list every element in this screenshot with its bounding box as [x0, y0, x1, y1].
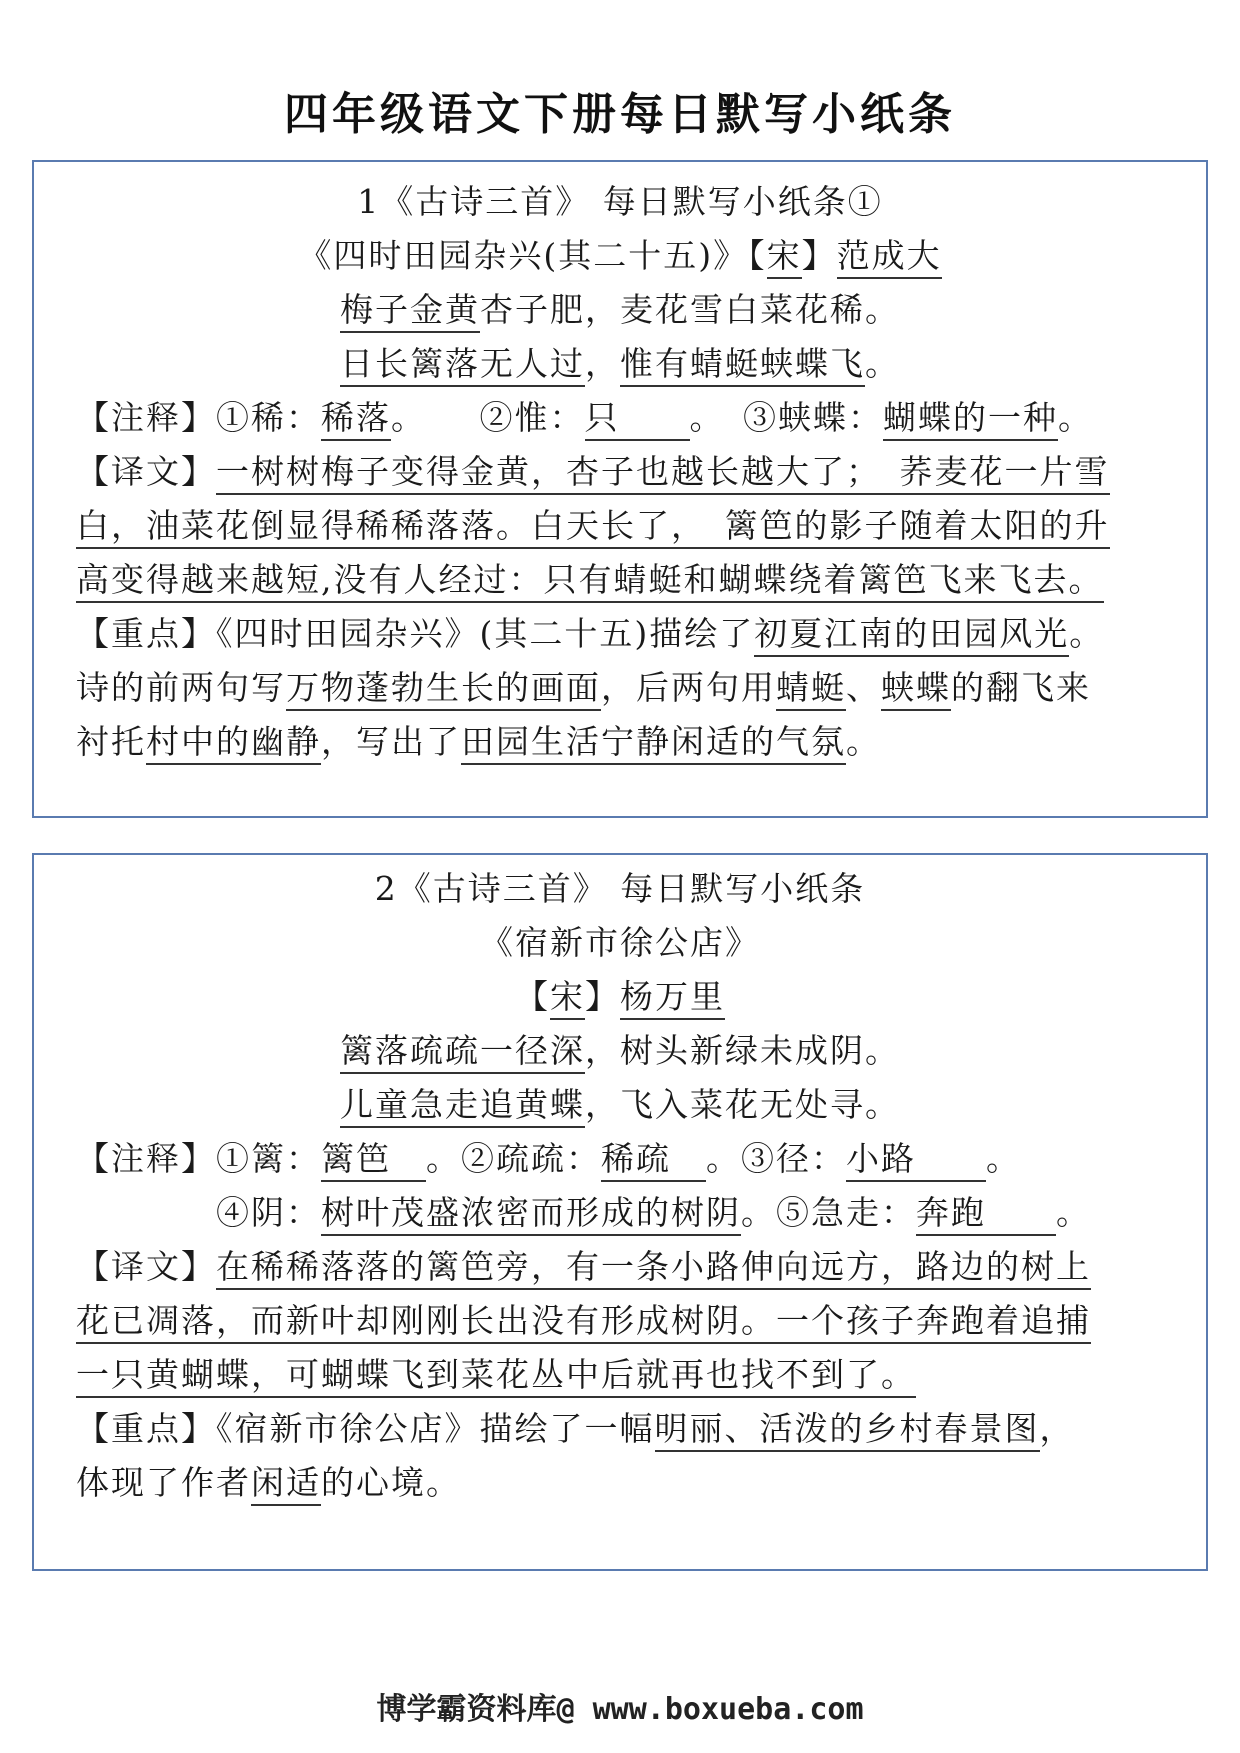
fill-answer: 田园生活宁静闲适的气氛 — [461, 722, 846, 765]
author-line — [76, 969, 1164, 1025]
keypoint-text: 诗的前两句写 — [76, 668, 286, 707]
poem-text: ，树头新绿未成阴。 — [585, 1031, 900, 1070]
card-heading: 2《古诗三首》 每日默写小纸条 — [374, 869, 866, 908]
keypoint-text: 的心境。 — [321, 1463, 461, 1502]
footer-watermark: 博学霸资料库@ www.boxueba.com — [376, 1692, 864, 1727]
poem-text: ， — [585, 344, 620, 383]
annotation-label: 【注释】①稀： — [76, 398, 321, 437]
keypoint-line-3 — [76, 714, 1164, 770]
annotation-text: 。③径： — [706, 1139, 846, 1178]
fill-answer: 初夏江南的田园风光 — [754, 614, 1069, 657]
translation-label: 【译文】 — [76, 452, 216, 491]
annotation-text: 。 — [1058, 398, 1093, 437]
keypoint-text: 衬托 — [76, 722, 146, 761]
bracket: 【 — [515, 977, 550, 1016]
annotation-text: ④阴： — [216, 1193, 321, 1232]
poem-line-1 — [76, 1023, 1164, 1079]
annotation-line — [76, 390, 1164, 446]
fill-answer: 稀疏 — [601, 1139, 706, 1182]
translation-line-3 — [76, 1347, 1164, 1403]
translation-label: 【译文】 — [76, 1247, 216, 1286]
annotation-label: 【注释】①篱： — [76, 1139, 321, 1178]
poem-text: ，飞入菜花无处寻。 — [585, 1085, 900, 1124]
keypoint-text: 。 — [1069, 614, 1105, 653]
translation-line-3 — [76, 552, 1164, 608]
poem-line-1 — [76, 282, 1164, 338]
fill-answer: 小路 — [846, 1139, 986, 1182]
dictation-card-1 — [32, 160, 1208, 818]
card-heading: 1《古诗三首》 每日默写小纸条① — [357, 182, 883, 221]
fill-answer: 梅子金黄 — [340, 290, 480, 333]
author: 范成大 — [837, 236, 942, 279]
fill-answer: 蛱蝶 — [881, 668, 951, 711]
annotation-text: 。⑤急走： — [741, 1193, 916, 1232]
page-title: 四年级语文下册每日默写小纸条 — [284, 89, 956, 140]
keypoint-text: 的翻飞来 — [951, 668, 1091, 707]
keypoint-line-1 — [76, 606, 1164, 662]
fill-answer: 稀落 — [321, 398, 391, 441]
dictation-card-2 — [32, 853, 1208, 1571]
annotation-text: 。 ③蛱蝶： — [689, 398, 883, 437]
translation-text: 白，油菜花倒显得稀稀落落。白天长了， 篱笆的影子随着太阳的升 — [76, 506, 1110, 549]
dynasty: 宋 — [767, 236, 802, 279]
dynasty: 宋 — [550, 977, 585, 1020]
fill-answer: 篱落疏疏一径深 — [340, 1031, 585, 1074]
fill-answer: 日长篱落无人过 — [340, 344, 585, 387]
keypoint-text: 【重点】《宿新市徐公店》描绘了一幅 — [76, 1409, 655, 1448]
fill-answer: 村中的幽静 — [146, 722, 321, 765]
translation-line-2 — [76, 1293, 1164, 1349]
author: 杨万里 — [620, 977, 725, 1020]
poem-title-line — [76, 228, 1164, 284]
keypoint-text: 。 — [846, 722, 881, 761]
poem-text: 杏子肥，麦花雪白菜花稀。 — [480, 290, 900, 329]
poem-title: 《四时田园杂兴(其二十五)》【 — [298, 236, 767, 275]
fill-answer: 闲适 — [251, 1463, 321, 1506]
fill-answer: 惟有蜻蜓蛱蝶飞 — [620, 344, 865, 387]
annotation-text: 。②疏疏： — [426, 1139, 601, 1178]
annotation-line-2 — [216, 1185, 1164, 1241]
translation-line-2 — [76, 498, 1164, 554]
translation-text: 高变得越来越短,没有人经过：只有蜻蜓和蝴蝶绕着篱笆飞来飞去。 — [76, 560, 1104, 603]
fill-answer: 明丽、活泼的乡村春景图 — [655, 1409, 1040, 1452]
poem-line-2 — [76, 1077, 1164, 1133]
keypoint-text: ，写出了 — [321, 722, 461, 761]
fill-answer: 篱笆 — [321, 1139, 426, 1182]
translation-line-1 — [76, 444, 1164, 500]
fill-answer: 树叶茂盛浓密而形成的树阴 — [321, 1193, 741, 1236]
bracket: 】 — [801, 236, 837, 275]
fill-answer: 奔跑 — [916, 1193, 1056, 1236]
keypoint-text: 体现了作者 — [76, 1463, 251, 1502]
bracket: 】 — [585, 977, 620, 1016]
fill-answer: 万物蓬勃生长的画面 — [286, 668, 601, 711]
translation-text: 花已凋落，而新叶却刚刚长出没有形成树阴。一个孩子奔跑着追捕 — [76, 1301, 1091, 1344]
keypoint-text: 【重点】《四时田园杂兴》(其二十五)描绘了 — [76, 614, 755, 653]
keypoint-line-1 — [76, 1401, 1164, 1457]
keypoint-text: 、 — [846, 668, 881, 707]
keypoint-line-2 — [76, 1455, 1164, 1511]
fill-answer: 只 — [585, 398, 690, 441]
translation-text: 一只黄蝴蝶，可蝴蝶飞到菜花丛中后就再也找不到了。 — [76, 1355, 916, 1398]
annotation-text: 。 — [986, 1139, 1021, 1178]
poem-line-2 — [76, 336, 1164, 392]
translation-text: 在稀稀落落的篱笆旁，有一条小路伸向远方，路边的树上 — [216, 1247, 1091, 1290]
translation-line-1 — [76, 1239, 1164, 1295]
keypoint-text: ， — [1039, 1409, 1075, 1448]
keypoint-text: ，后两句用 — [601, 668, 776, 707]
poem-text: 。 — [865, 344, 900, 383]
fill-answer: 蝴蝶的一种 — [883, 398, 1058, 441]
annotation-text: 。 ②惟： — [391, 398, 585, 437]
translation-text: 一树树梅子变得金黄，杏子也越长越大了； 荞麦花一片雪 — [216, 452, 1110, 495]
annotation-line-1 — [76, 1131, 1164, 1187]
annotation-text: 。 — [1056, 1193, 1091, 1232]
fill-answer: 蜻蜓 — [776, 668, 846, 711]
keypoint-line-2 — [76, 660, 1164, 716]
fill-answer: 儿童急走追黄蝶 — [340, 1085, 585, 1128]
poem-title: 《宿新市徐公店》 — [480, 923, 760, 962]
